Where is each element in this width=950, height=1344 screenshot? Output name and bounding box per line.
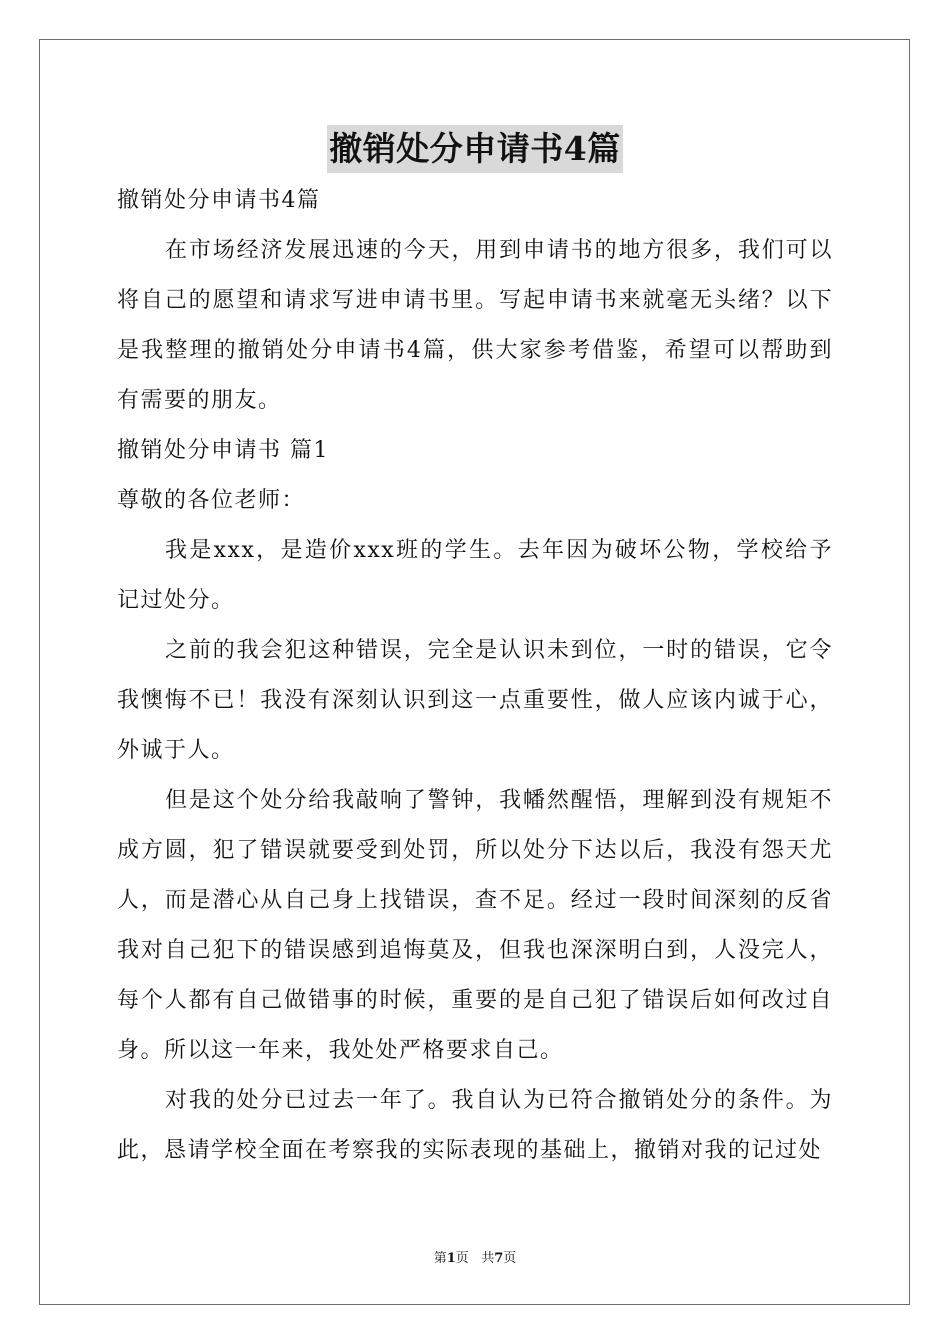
- page-footer: [0, 1247, 950, 1266]
- section-heading: 撤销处分申请书 篇1: [117, 438, 329, 463]
- total-prefix: 共: [481, 1251, 495, 1266]
- salutation: 尊敬的各位老师：: [117, 488, 306, 513]
- page-prefix: 第: [433, 1251, 447, 1266]
- document-body: [117, 176, 833, 1176]
- subtitle-line: 撤销处分申请书4篇: [117, 188, 321, 213]
- body-paragraph: 我是xxx，是造价xxx班的学生。去年因为破坏公物，学校给予记过处分。: [117, 538, 833, 613]
- total-suffix: 页: [503, 1251, 517, 1266]
- total-pages: 7: [494, 1251, 504, 1266]
- intro-paragraph: 在市场经济发展迅速的今天，用到申请书的地方很多，我们可以将自己的愿望和请求写进申请书里。写起申请书来就毫无头绪？以下是我整理的撤销处分申请书4篇，供大家参考借鉴，希望可以帮助到有需要的朋友。: [117, 238, 833, 413]
- body-paragraph: 但是这个处分给我敲响了警钟，我幡然醒悟，理解到没有规矩不成方圆，犯了错误就要受到处罚，所以处分下达以后，我没有怨天尤人，而是潜心从自己身上找错误，查不足。经过一段时间深刻的反省我对自己犯下的错误感到追悔莫及，但我也深深明白到，人没完人，每个人都有自己做错事的时候，重要的是自己犯了错误后如何改过自身。所以这一年来，我处处严格要求自己。: [117, 788, 833, 1063]
- title-container: [0, 125, 950, 173]
- document-title: 撤销处分申请书4篇: [327, 125, 622, 173]
- page-number: 1: [446, 1251, 456, 1266]
- page-suffix: 页: [455, 1251, 469, 1266]
- body-paragraph: 之前的我会犯这种错误，完全是认识未到位，一时的错误，它令我懊悔不已！我没有深刻认识到这一点重要性，做人应该内诚于心，外诚于人。: [117, 638, 833, 763]
- body-paragraph: 对我的处分已过去一年了。我自认为已符合撤销处分的条件。为此，恳请学校全面在考察我的实际表现的基础上，撤销对我的记过处: [117, 1088, 833, 1163]
